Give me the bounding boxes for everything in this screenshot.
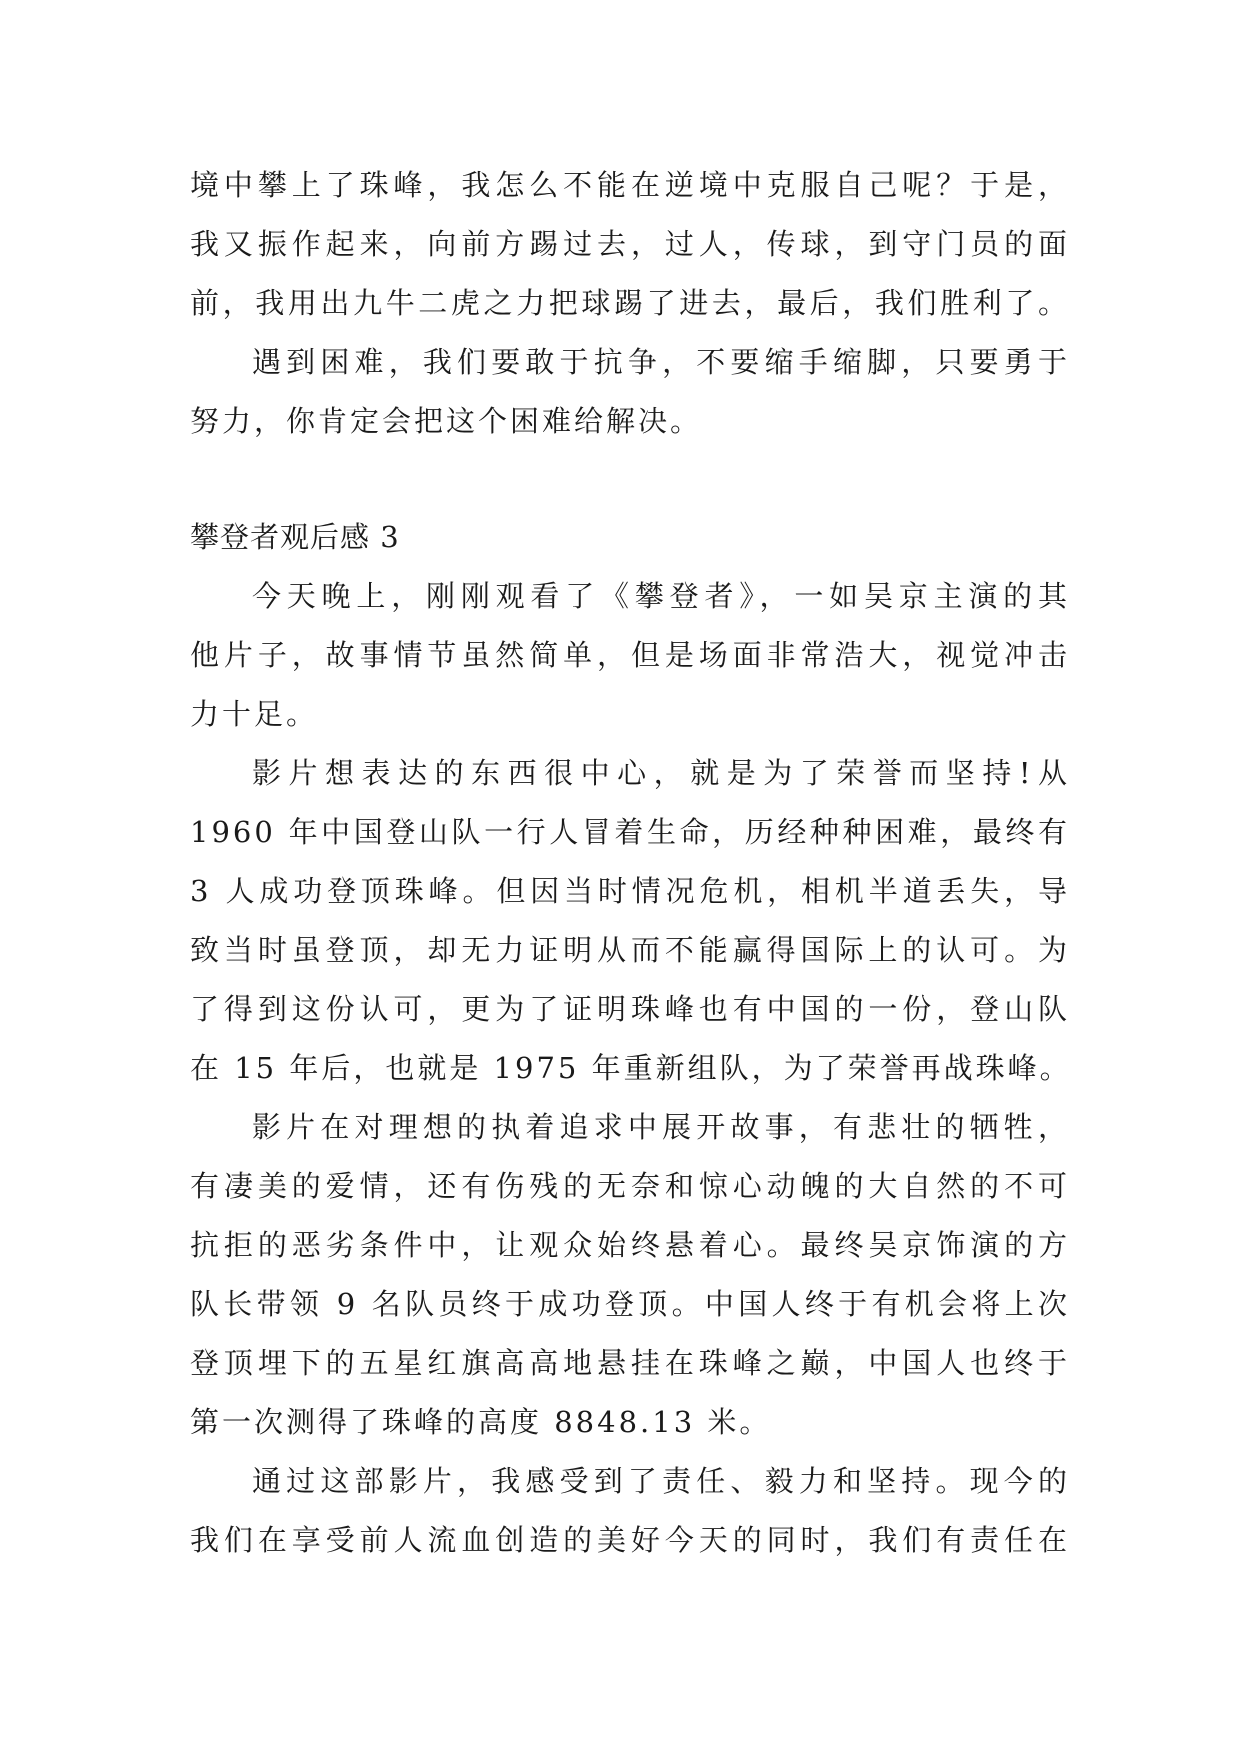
paragraph-line: 今天晚上，刚刚观看了《攀登者》，一如吴京主演的其 xyxy=(252,579,1070,613)
paragraph-line: 通过这部影片，我感受到了责任、毅力和坚持。现今的 xyxy=(252,1464,1070,1498)
paragraph-line: 前，我用出九牛二虎之力把球踢了进去，最后，我们胜利了。 xyxy=(190,286,1070,320)
paragraph-line: 有凄美的爱情，还有伤残的无奈和惊心动魄的大自然的不可 xyxy=(190,1169,1070,1203)
paragraph-line: 遇到困难，我们要敢于抗争，不要缩手缩脚，只要勇于 xyxy=(252,345,1070,379)
paragraph-line: 第一次测得了珠峰的高度 8848.13 米。 xyxy=(190,1405,772,1439)
paragraph-line: 力十足。 xyxy=(190,697,319,731)
paragraph-line: 队长带领 9 名队员终于成功登顶。中国人终于有机会将上次 xyxy=(190,1287,1070,1321)
paragraph-line: 登顶埋下的五星红旗高高地悬挂在珠峰之巅，中国人也终于 xyxy=(190,1346,1070,1380)
paragraph-line: 努力，你肯定会把这个困难给解决。 xyxy=(190,404,703,438)
paragraph-line: 致当时虽登顶，却无力证明从而不能赢得国际上的认可。为 xyxy=(190,933,1070,967)
paragraph-line: 境中攀上了珠峰，我怎么不能在逆境中克服自己呢？于是， xyxy=(190,168,1070,202)
paragraph-line: 1960 年中国登山队一行人冒着生命，历经种种困难，最终有 xyxy=(190,815,1070,849)
paragraph-line: 我们在享受前人流血创造的美好今天的同时，我们有责任在 xyxy=(190,1523,1070,1557)
paragraph-line: 在 15 年后，也就是 1975 年重新组队，为了荣誉再战珠峰。 xyxy=(190,1051,1072,1085)
paragraph-line: 抗拒的恶劣条件中，让观众始终悬着心。最终吴京饰演的方 xyxy=(190,1228,1070,1262)
paragraph-line: 3 人成功登顶珠峰。但因当时情况危机，相机半道丢失，导 xyxy=(190,874,1070,908)
paragraph-line: 他片子，故事情节虽然简单，但是场面非常浩大，视觉冲击 xyxy=(190,638,1070,672)
paragraph-line: 我又振作起来，向前方踢过去，过人，传球，到守门员的面 xyxy=(190,227,1070,261)
paragraph-line: 了得到这份认可，更为了证明珠峰也有中国的一份，登山队 xyxy=(190,992,1070,1026)
section-heading: 攀登者观后感 3 xyxy=(190,520,400,554)
paragraph-line: 影片在对理想的执着追求中展开故事，有悲壮的牺牲， xyxy=(252,1110,1070,1144)
paragraph-line: 影片想表达的东西很中心，就是为了荣誉而坚持!从 xyxy=(252,756,1070,790)
